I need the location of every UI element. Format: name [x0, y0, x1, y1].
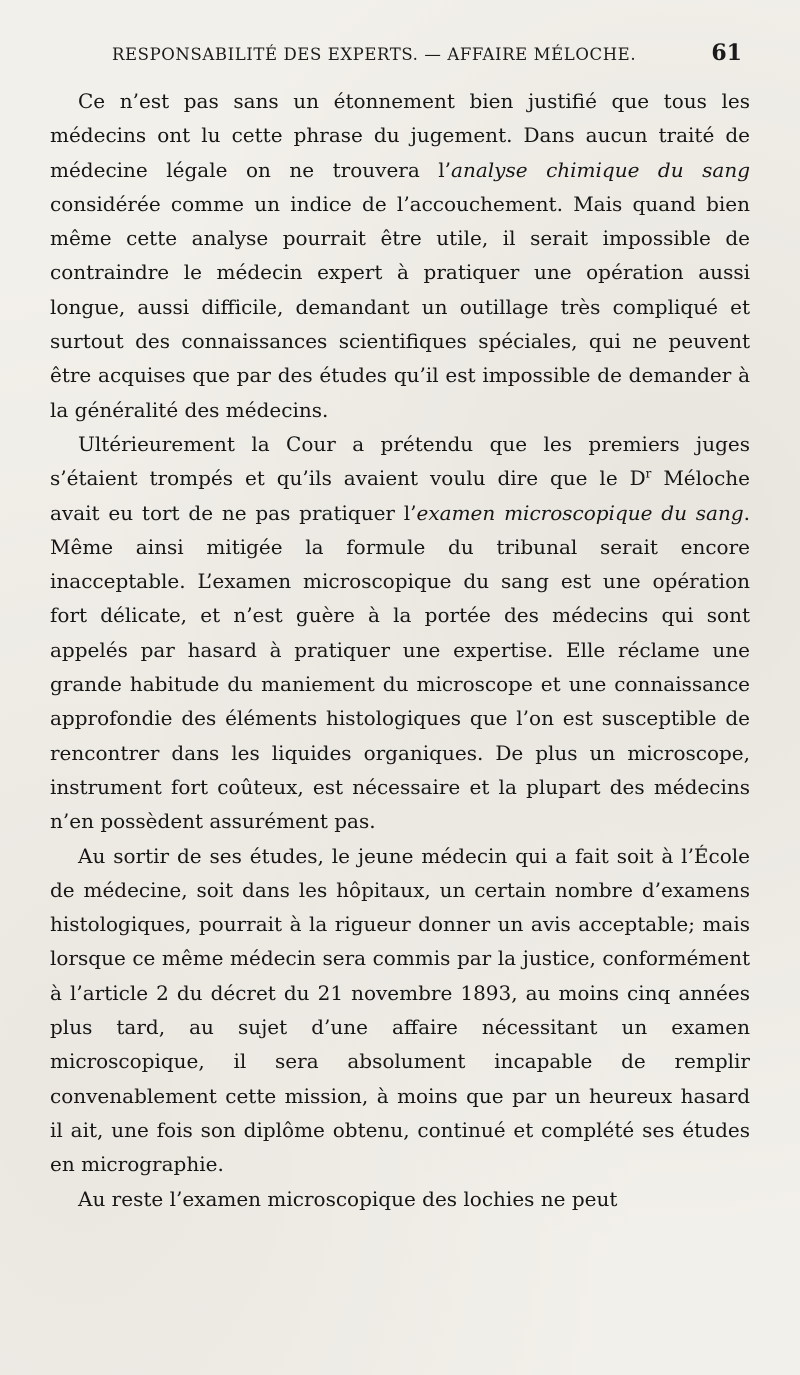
text-run: Au sortir de ses études, le jeune médecin qui a fait soit à l’École de médecine, soit dans les hôpitaux, un certain nombre d’examens histologiques, pourrait à la rigueur donner un avis acceptable; mais lorsque ce même médecin sera commis par la justice, conformément à l’article 2 du décret du 21 novembre 1893, au moins cinq années plus tard, au sujet d’une affaire nécessitant un examen microscopique, il sera absolument incapable de remplir convenablement cette mission, à moins que par un heureux hasard il ait, une fois son diplôme obtenu, continué et complété ses études en micrographie.: [50, 843, 750, 1177]
text-run: Ultérieurement la Cour a prétendu que les premiers juges s’étaient trompés et qu’ils avaient voulu dire que le D: [50, 431, 750, 491]
body-text: [50, 84, 750, 1216]
page-number: 61: [711, 40, 742, 66]
running-title: RESPONSABILITÉ DES EXPERTS. — AFFAIRE MÉLOCHE.: [112, 45, 637, 64]
paragraph: [50, 1182, 750, 1216]
superscript-run: r: [645, 466, 652, 481]
running-head: [112, 40, 742, 66]
italic-run: examen microscopique du sang: [416, 500, 744, 525]
text-run: Méloche avait eu tort de ne pas pratiquer l’: [50, 466, 750, 525]
text-run: considérée comme un indice de l’accouchement. Mais quand bien même cette analyse pourrait être utile, il serait impossible de contraindre le médecin expert à pratiquer une opération aussi longue, aussi difficile, demandant un outillage très compliqué et surtout des connaissances scientifiques spéciales, qui ne peuvent être acquises que par des études qu’il est impossible de demander à la généralité des médecins.: [50, 191, 750, 422]
text-run: . Même ainsi mitigée la formule du tribunal serait encore inacceptable. L’examen microscopique du sang est une opération fort délicate, et n’est guère à la portée des médecins qui sont appelés par hasard à pratiquer une expertise. Elle réclame une grande habitude du maniement du microscope et une connaissance approfondie des éléments histologiques que l’on est susceptible de rencontrer dans les liquides organiques. De plus un microscope, instrument fort coûteux, est nécessaire et la plupart des médecins n’en possèdent assurément pas.: [50, 500, 750, 834]
italic-run: analyse chimique du sang: [451, 157, 750, 182]
text-run: Au reste l’examen microscopique des lochies ne peut: [78, 1186, 618, 1211]
paragraph: [50, 839, 750, 1182]
text-run: Ce n’est pas sans un étonnement bien justifié que tous les médecins ont lu cette phrase du jugement. Dans aucun traité de médecine légale on ne trouvera l’: [50, 89, 750, 182]
paragraph: [50, 427, 750, 839]
paragraph: [50, 84, 750, 427]
